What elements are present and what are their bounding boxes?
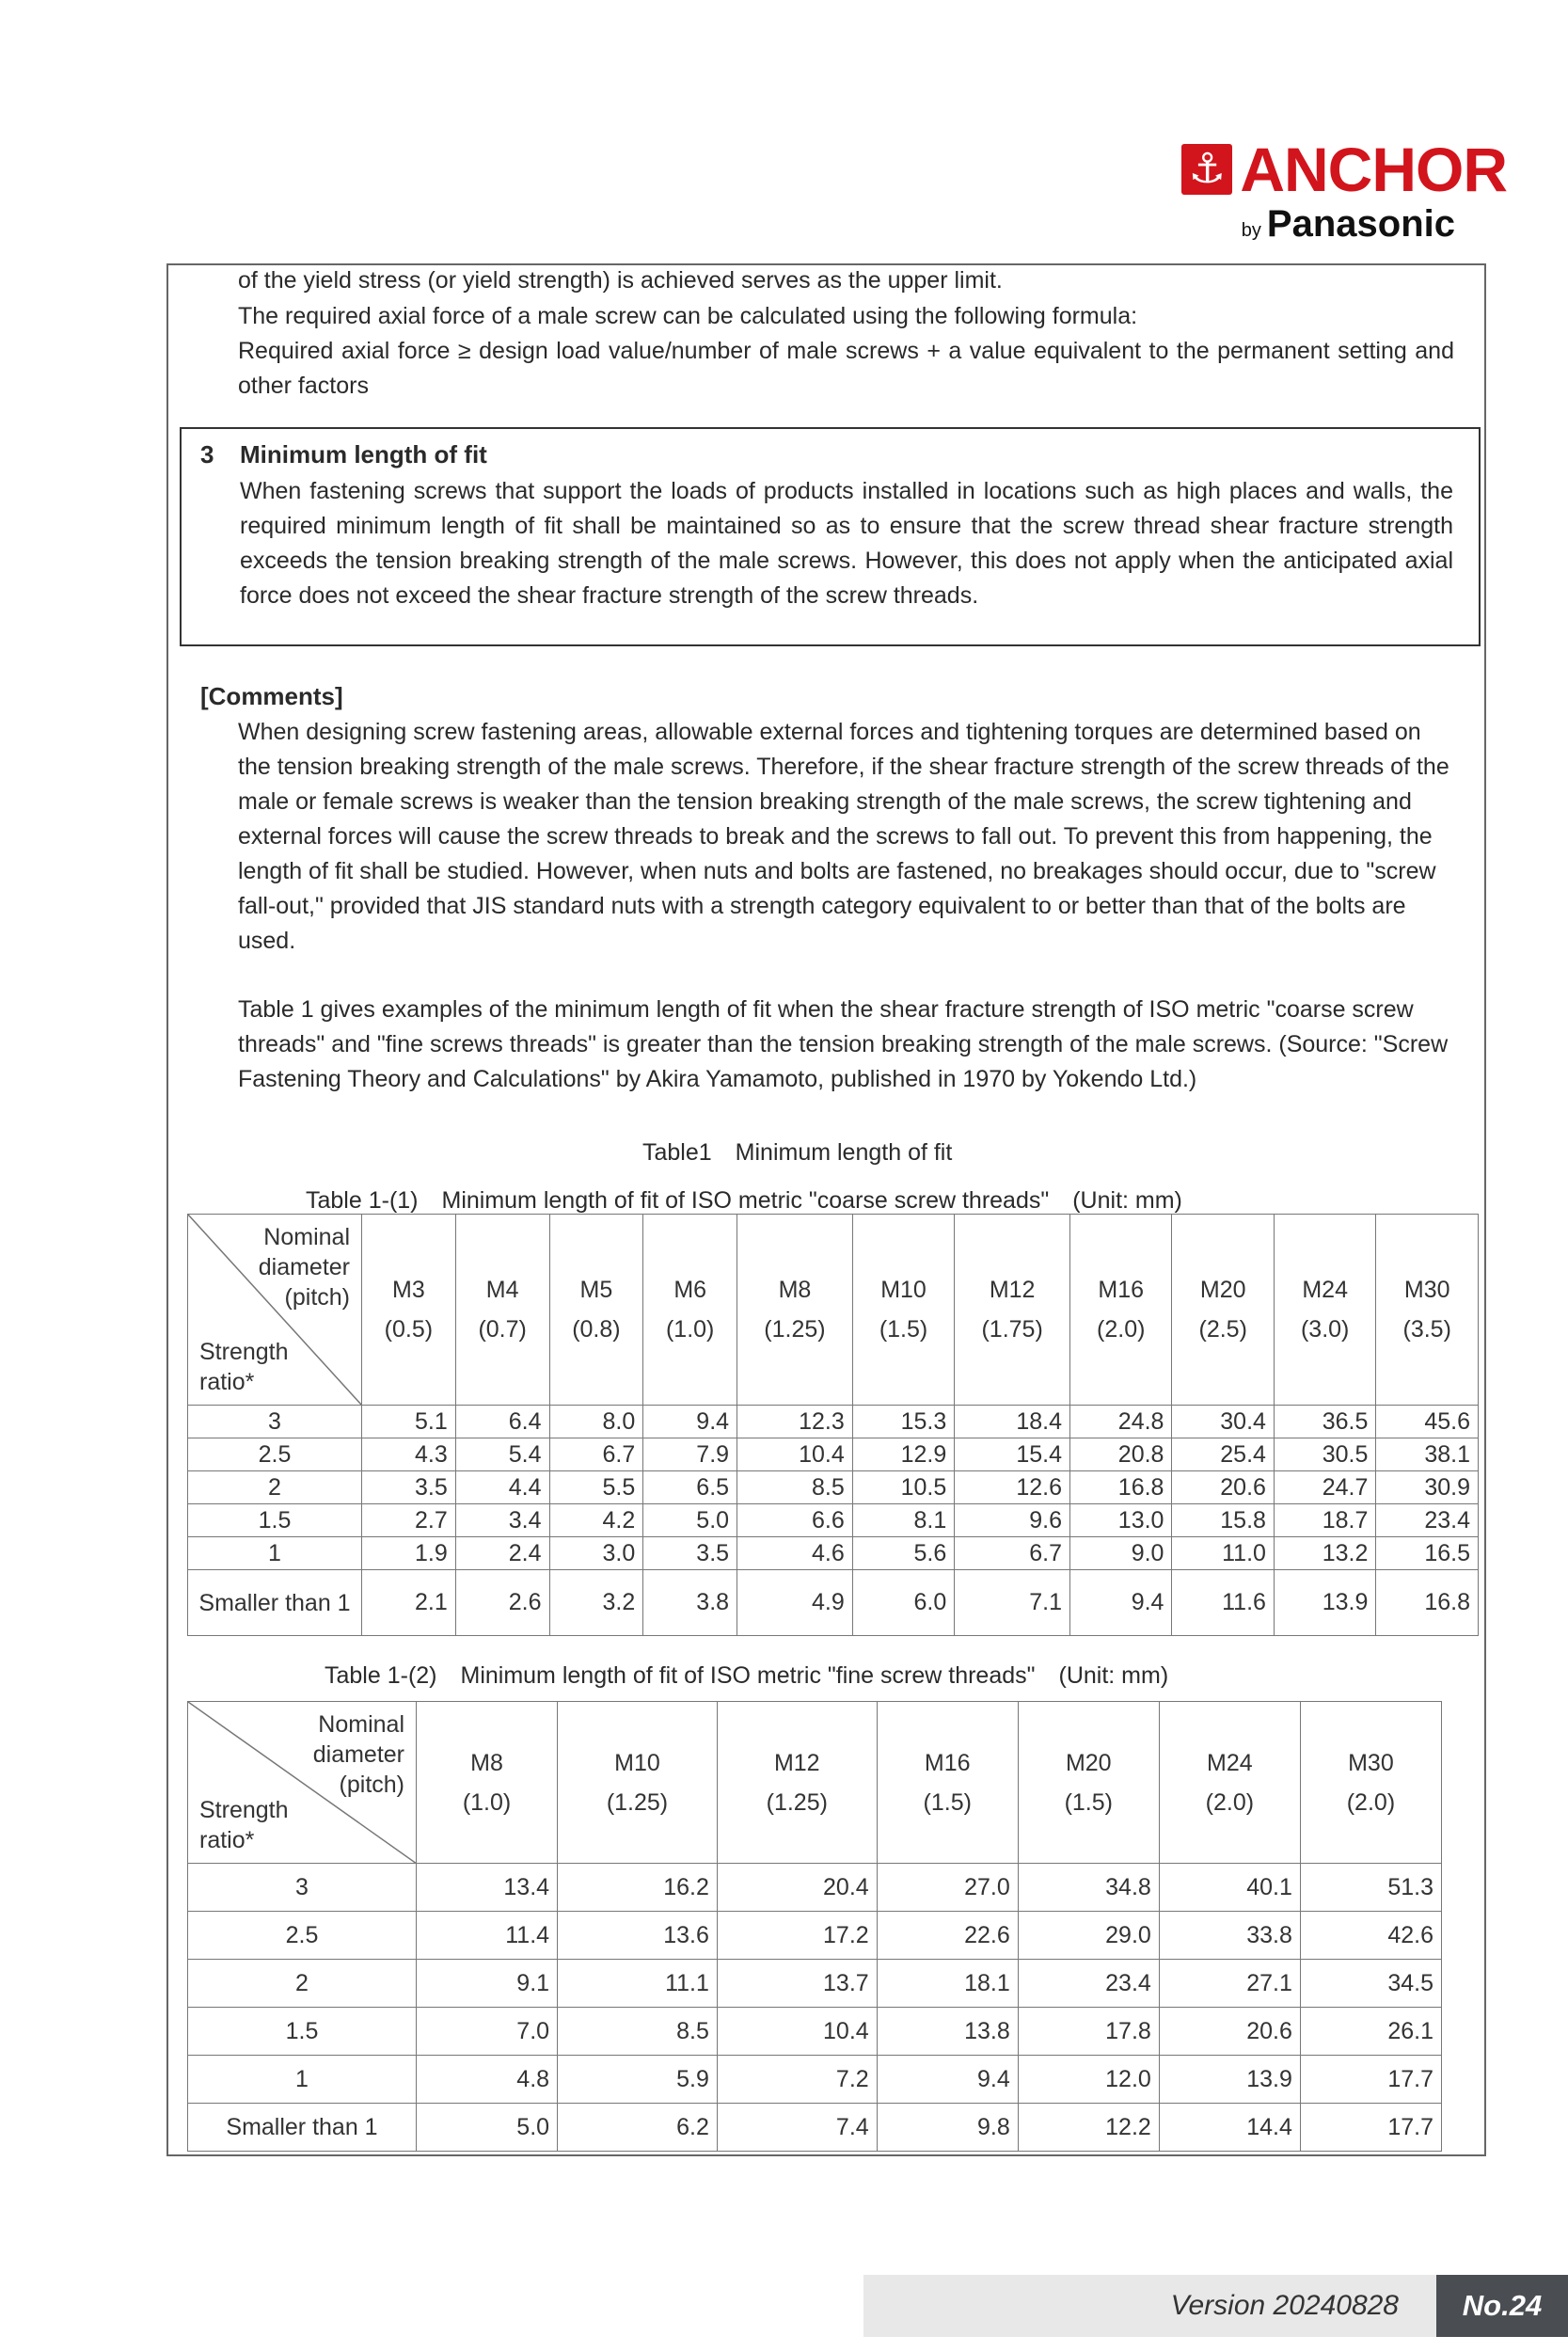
value-cell: 15.3 [852, 1406, 954, 1438]
column-header: M10 (1.5) [852, 1215, 954, 1406]
value-cell: 42.6 [1300, 1912, 1441, 1960]
value-cell: 9.6 [955, 1504, 1070, 1537]
value-cell: 23.4 [1376, 1504, 1479, 1537]
value-cell: 2.4 [455, 1537, 549, 1570]
value-cell: 9.1 [417, 1960, 558, 2008]
value-cell: 45.6 [1376, 1406, 1479, 1438]
table-row [188, 2056, 1442, 2104]
value-cell: 24.7 [1274, 1471, 1375, 1504]
value-cell: 3.5 [362, 1471, 456, 1504]
column-header: M24 (3.0) [1274, 1215, 1375, 1406]
value-cell: 26.1 [1300, 2008, 1441, 2056]
table-row [188, 2008, 1442, 2056]
value-cell: 8.1 [852, 1504, 954, 1537]
value-cell: 4.2 [549, 1504, 643, 1537]
value-cell: 2.7 [362, 1504, 456, 1537]
column-header: M8 (1.25) [737, 1215, 853, 1406]
value-cell: 13.7 [717, 1960, 877, 2008]
value-cell: 27.1 [1159, 1960, 1300, 2008]
value-cell: 25.4 [1172, 1438, 1274, 1471]
corner-strength-ratio: Strength ratio* [199, 1339, 289, 1395]
brand-logo [1149, 135, 1507, 246]
table1-corner [188, 1215, 362, 1406]
column-header: M4 (0.7) [455, 1215, 549, 1406]
comments-heading: [Comments] [200, 682, 343, 710]
value-cell: 13.9 [1274, 1570, 1375, 1636]
value-cell: 38.1 [1376, 1438, 1479, 1471]
column-header: M12 (1.75) [955, 1215, 1070, 1406]
value-cell: 6.0 [852, 1570, 954, 1636]
column-header: M16 (2.0) [1070, 1215, 1172, 1406]
value-cell: 5.6 [852, 1537, 954, 1570]
table-row [188, 1471, 1479, 1504]
column-header: M10 (1.25) [558, 1702, 718, 1864]
value-cell: 12.0 [1018, 2056, 1159, 2104]
value-cell: 20.6 [1159, 2008, 1300, 2056]
table2-caption: Table 1-(2) Minimum length of fit of ISO metric "fine screw threads" (Unit: mm) [325, 1662, 1169, 1689]
value-cell: 16.5 [1376, 1537, 1479, 1570]
value-cell: 8.0 [549, 1406, 643, 1438]
table-row [188, 1504, 1479, 1537]
column-header: M24 (2.0) [1159, 1702, 1300, 1864]
maker-line [1149, 203, 1455, 246]
value-cell: 30.4 [1172, 1406, 1274, 1438]
version-label: Version 20240828 [863, 2275, 1436, 2337]
strength-ratio-cell: 2.5 [188, 1438, 362, 1471]
value-cell: 29.0 [1018, 1912, 1159, 1960]
page-number: No.24 [1436, 2275, 1568, 2337]
strength-ratio-cell: 2.5 [188, 1912, 417, 1960]
value-cell: 7.4 [717, 2104, 877, 2152]
value-cell: 7.1 [955, 1570, 1070, 1636]
column-header: M6 (1.0) [643, 1215, 737, 1406]
value-cell: 2.6 [455, 1570, 549, 1636]
value-cell: 4.4 [455, 1471, 549, 1504]
value-cell: 12.2 [1018, 2104, 1159, 2152]
value-cell: 5.0 [417, 2104, 558, 2152]
value-cell: 4.8 [417, 2056, 558, 2104]
value-cell: 18.7 [1274, 1504, 1375, 1537]
value-cell: 10.5 [852, 1471, 954, 1504]
value-cell: 23.4 [1018, 1960, 1159, 2008]
value-cell: 7.0 [417, 2008, 558, 2056]
strength-ratio-cell: 1 [188, 2056, 417, 2104]
strength-ratio-cell: 3 [188, 1864, 417, 1912]
table-row [188, 1864, 1442, 1912]
value-cell: 3.8 [643, 1570, 737, 1636]
value-cell: 13.8 [877, 2008, 1018, 2056]
value-cell: 11.0 [1172, 1537, 1274, 1570]
table-row [188, 2104, 1442, 2152]
column-header: M20 (2.5) [1172, 1215, 1274, 1406]
section-3-box [180, 427, 1481, 646]
strength-ratio-cell: 2 [188, 1471, 362, 1504]
value-cell: 17.8 [1018, 2008, 1159, 2056]
table2-corner [188, 1702, 417, 1864]
value-cell: 3.2 [549, 1570, 643, 1636]
value-cell: 20.4 [717, 1864, 877, 1912]
value-cell: 6.6 [737, 1504, 853, 1537]
value-cell: 30.9 [1376, 1471, 1479, 1504]
value-cell: 7.2 [717, 2056, 877, 2104]
value-cell: 17.2 [717, 1912, 877, 1960]
value-cell: 5.1 [362, 1406, 456, 1438]
value-cell: 24.8 [1070, 1406, 1172, 1438]
column-header: M12 (1.25) [717, 1702, 877, 1864]
value-cell: 16.2 [558, 1864, 718, 1912]
value-cell: 6.5 [643, 1471, 737, 1504]
value-cell: 34.8 [1018, 1864, 1159, 1912]
value-cell: 5.5 [549, 1471, 643, 1504]
strength-ratio-cell: 3 [188, 1406, 362, 1438]
value-cell: 11.1 [558, 1960, 718, 2008]
table-row [188, 1438, 1479, 1471]
value-cell: 14.4 [1159, 2104, 1300, 2152]
value-cell: 7.9 [643, 1438, 737, 1471]
value-cell: 2.1 [362, 1570, 456, 1636]
value-cell: 6.7 [549, 1438, 643, 1471]
value-cell: 5.0 [643, 1504, 737, 1537]
value-cell: 40.1 [1159, 1864, 1300, 1912]
strength-ratio-cell: 1.5 [188, 1504, 362, 1537]
value-cell: 10.4 [717, 2008, 877, 2056]
value-cell: 9.4 [643, 1406, 737, 1438]
value-cell: 17.7 [1300, 2104, 1441, 2152]
value-cell: 9.4 [877, 2056, 1018, 2104]
table-row [188, 1537, 1479, 1570]
by-label: by [1241, 220, 1261, 241]
value-cell: 9.8 [877, 2104, 1018, 2152]
intro-line-1: of the yield stress (or yield strength) is achieved serves as the upper limit. [238, 267, 1003, 294]
value-cell: 17.7 [1300, 2056, 1441, 2104]
table-row [188, 1570, 1479, 1636]
coarse-thread-table [187, 1214, 1479, 1636]
intro-line-2: The required axial force of a male screw can be calculated using the following formula: [238, 303, 1138, 329]
value-cell: 16.8 [1070, 1471, 1172, 1504]
value-cell: 20.6 [1172, 1471, 1274, 1504]
value-cell: 6.2 [558, 2104, 718, 2152]
column-header: M5 (0.8) [549, 1215, 643, 1406]
value-cell: 8.5 [737, 1471, 853, 1504]
value-cell: 11.4 [417, 1912, 558, 1960]
value-cell: 4.3 [362, 1438, 456, 1471]
table-row [188, 1406, 1479, 1438]
value-cell: 36.5 [1274, 1406, 1375, 1438]
value-cell: 13.9 [1159, 2056, 1300, 2104]
value-cell: 3.5 [643, 1537, 737, 1570]
value-cell: 18.1 [877, 1960, 1018, 2008]
value-cell: 12.3 [737, 1406, 853, 1438]
column-header: M16 (1.5) [877, 1702, 1018, 1864]
value-cell: 30.5 [1274, 1438, 1375, 1471]
value-cell: 22.6 [877, 1912, 1018, 1960]
column-header: M8 (1.0) [417, 1702, 558, 1864]
value-cell: 5.4 [455, 1438, 549, 1471]
corner-strength-ratio: Strength ratio* [199, 1797, 289, 1853]
brand-name: ANCHOR [1240, 135, 1507, 204]
value-cell: 3.4 [455, 1504, 549, 1537]
value-cell: 6.4 [455, 1406, 549, 1438]
value-cell: 18.4 [955, 1406, 1070, 1438]
strength-ratio-cell: Smaller than 1 [188, 2104, 417, 2152]
table-row [188, 1960, 1442, 2008]
value-cell: 51.3 [1300, 1864, 1441, 1912]
strength-ratio-cell: 2 [188, 1960, 417, 2008]
value-cell: 1.9 [362, 1537, 456, 1570]
column-header: M30 (3.5) [1376, 1215, 1479, 1406]
value-cell: 15.8 [1172, 1504, 1274, 1537]
value-cell: 27.0 [877, 1864, 1018, 1912]
value-cell: 9.4 [1070, 1570, 1172, 1636]
value-cell: 4.6 [737, 1537, 853, 1570]
value-cell: 6.7 [955, 1537, 1070, 1570]
value-cell: 3.0 [549, 1537, 643, 1570]
strength-ratio-cell: 1.5 [188, 2008, 417, 2056]
strength-ratio-cell: Smaller than 1 [188, 1570, 362, 1636]
value-cell: 33.8 [1159, 1912, 1300, 1960]
comments-paragraph-1: When designing screw fastening areas, allowable external forces and tightening torques are determined based on the tension breaking strength of the male screws. Therefore, if the shear fracture strength of the screw threads of the male or female screws is weaker than the tension breaking strength of the male screws, the screw tightening and external forces will cause the screw threads to break and the screws to fall out. To prevent this from happening, the length of fit shall be studied. However, when nuts and bolts are fastened, no breakages should occur, due to "screw fall-out," provided that JIS standard nuts with a strength category equivalent to or better than that of the bolts are used. [238, 719, 1449, 954]
value-cell: 4.9 [737, 1570, 853, 1636]
value-cell: 12.6 [955, 1471, 1070, 1504]
value-cell: 9.0 [1070, 1537, 1172, 1570]
table1-caption: Table 1-(1) Minimum length of fit of ISO metric "coarse screw threads" (Unit: mm) [306, 1187, 1182, 1214]
anchor-icon: ⚓ [1181, 144, 1232, 195]
table-row [188, 1912, 1442, 1960]
value-cell: 12.9 [852, 1438, 954, 1471]
value-cell: 34.5 [1300, 1960, 1441, 2008]
value-cell: 8.5 [558, 2008, 718, 2056]
table-title: Table1 Minimum length of fit [642, 1139, 953, 1166]
value-cell: 10.4 [737, 1438, 853, 1471]
value-cell: 13.6 [558, 1912, 718, 1960]
value-cell: 13.2 [1274, 1537, 1375, 1570]
strength-ratio-cell: 1 [188, 1537, 362, 1570]
value-cell: 16.8 [1376, 1570, 1479, 1636]
corner-nominal-diameter: Nominal diameter (pitch) [258, 1224, 350, 1311]
value-cell: 20.8 [1070, 1438, 1172, 1471]
section-title: Minimum length of fit [240, 440, 487, 469]
section-number: 3 [200, 440, 214, 469]
value-cell: 15.4 [955, 1438, 1070, 1471]
value-cell: 13.4 [417, 1864, 558, 1912]
section-text: When fastening screws that support the loads of products installed in locations such as high places and walls, the required minimum length of fit shall be maintained so as to ensure that the screw thread shear fracture strength exceeds the tension breaking strength of the male screws. However, this does not apply when the anticipated axial force does not exceed the shear fracture strength of the screw threads. [240, 478, 1453, 609]
column-header: M20 (1.5) [1018, 1702, 1159, 1864]
comments-paragraph-2: Table 1 gives examples of the minimum length of fit when the shear fracture strength of ISO metric "coarse screw threads" and "fine screws threads" is greater than the tension breaking strength of the male screws. (Source: "Screw Fastening Theory and Calculations" by Akira Yamamoto, published in 1970 by Yokendo Ltd.) [238, 996, 1449, 1092]
value-cell: 13.0 [1070, 1504, 1172, 1537]
value-cell: 5.9 [558, 2056, 718, 2104]
fine-thread-table [187, 1701, 1442, 2152]
column-header: M30 (2.0) [1300, 1702, 1441, 1864]
corner-nominal-diameter: Nominal diameter (pitch) [312, 1711, 404, 1798]
maker-name: Panasonic [1266, 203, 1455, 245]
column-header: M3 (0.5) [362, 1215, 456, 1406]
intro-formula: Required axial force ≥ design load value/number of male screws + a value equivalent to the permanent setting and other factors [238, 338, 1454, 399]
value-cell: 11.6 [1172, 1570, 1274, 1636]
